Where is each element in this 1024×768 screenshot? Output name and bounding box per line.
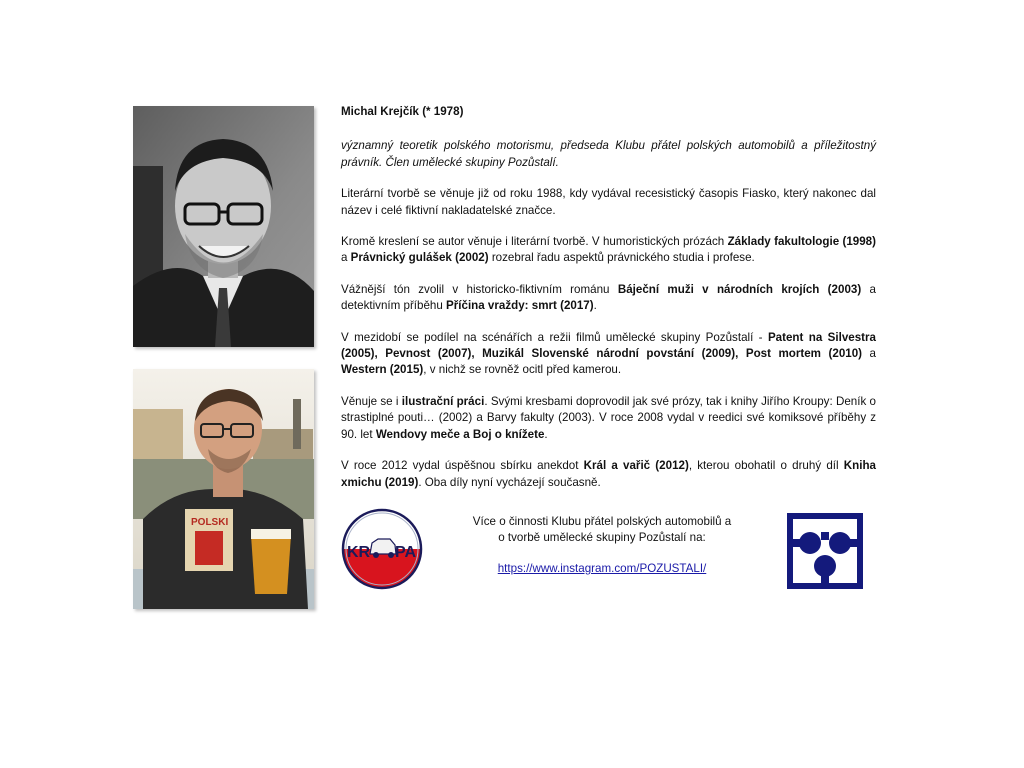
paragraph-literary-start: Literární tvorbě se věnuje již od roku 1988, kdy vydával recesistický časopis Fiasko, který nakonec dal název i celé fiktivní nakladatelské značce. (341, 187, 876, 217)
club-logo (787, 513, 863, 589)
contact-block (452, 514, 752, 577)
kropa-text-right: PA (395, 544, 417, 561)
portrait-image (133, 106, 314, 347)
kropa-text-left: KR (347, 544, 371, 561)
paragraph-novels: Vážnější tón zvolil v historicko-fiktivním románu Báječní muži v národních krojích (2003) a detektivním příběhu Příčina vraždy: smrt (2017). (341, 282, 876, 313)
contact-line-1: Více o činnosti Klubu přátel polských automobilů a (472, 515, 732, 528)
paragraph-prose: Kromě kreslení se autor věnuje i literární tvorbě. V humoristických prózách Základy fakultologie (1998) a Právnický gulášek (2002) rozebral řadu aspektů právnického studia i profese. (341, 235, 876, 265)
author-intro: významný teoretik polského motorismu, předseda Klubu přátel polských automobilů a příležitostný právník. Člen umělecké skupiny Pozůstalí. (341, 139, 876, 169)
paragraph-illustrations: Věnuje se i ilustrační práci. Svými kresbami doprovodil jak své prózy, tak i knihy Jiřího Kroupy: Deník o strastiplné pouti… (2002) a Barvy fakulty (2003). V roce 2008 vydal v reedici své komiksové příběhy z 90. let Wendovy meče a Boj o knížete. (341, 394, 876, 441)
author-casual-photo (133, 369, 314, 609)
author-portrait-photo (133, 106, 314, 347)
paragraph-films: V mezidobí se podílel na scénářích a režii filmů umělecké skupiny Pozůstalí - Patent na Silvestra (2005), Pevnost (2007), Muzikál Slovenské národní povstání (2009), Post mortem (2010) a Western (2015), v nichž se rovněž ocitl před kamerou. (341, 330, 876, 377)
casual-image (133, 369, 314, 609)
contact-line-2: o tvorbě umělecké skupiny Pozůstalí na: (498, 531, 706, 545)
biography-text (341, 104, 876, 506)
paragraph-anecdotes: V roce 2012 vydal úspěšnou sbírku anekdot Král a vařič (2012), kterou obohatil o druhý díl Kniha xmichu (2019). Oba díly nyní vycházejí současně. (341, 459, 876, 489)
author-name: Michal Krejčík (* 1978) (341, 105, 464, 118)
kropa-logo (340, 507, 424, 591)
instagram-link[interactable]: https://www.instagram.com/POZUSTALI/ (497, 561, 707, 575)
svg-text:POLSKI: POLSKI (191, 517, 229, 528)
car-icon (370, 539, 396, 554)
